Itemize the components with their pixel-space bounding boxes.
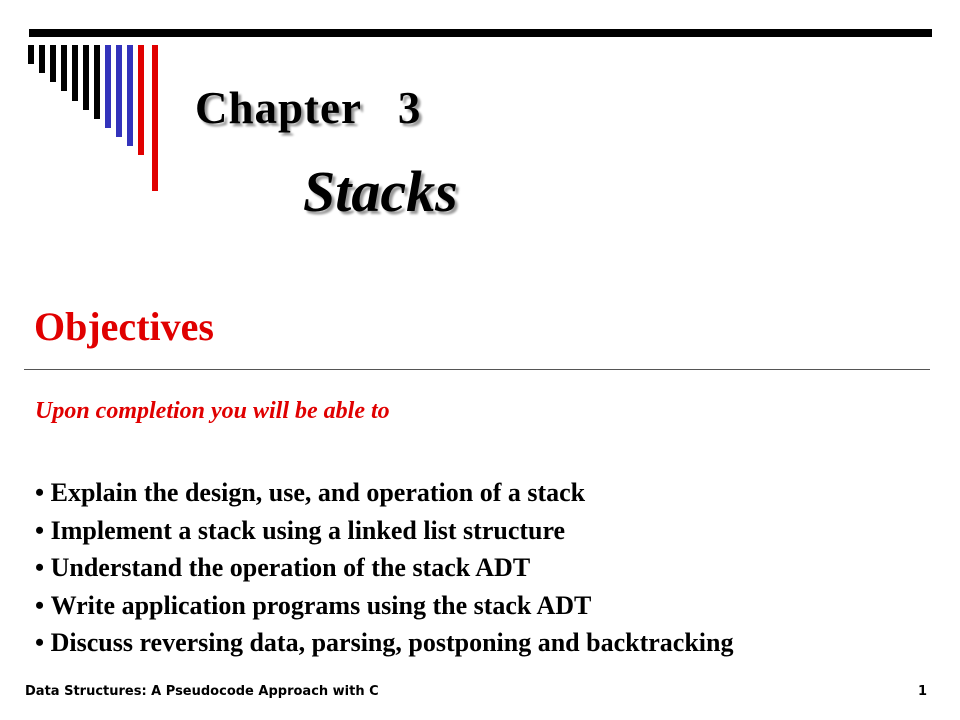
footer-book-title: Data Structures: A Pseudocode Approach with C <box>25 684 379 699</box>
top-border-bar <box>29 29 932 37</box>
section-heading: Objectives <box>34 304 214 349</box>
stripe-red-2 <box>152 45 158 191</box>
page-number: 1 <box>918 684 928 699</box>
chapter-title: Chapter 3 <box>195 83 422 133</box>
objective-item: • Implement a stack using a linked list structure <box>35 512 733 550</box>
stripe-blue-3 <box>127 45 133 146</box>
stripe-red-1 <box>138 45 144 155</box>
stripe-black-3 <box>50 45 56 82</box>
stripe-blue-1 <box>105 45 111 128</box>
divider-rule <box>24 369 930 370</box>
stripe-black-1 <box>28 45 34 64</box>
objectives-list <box>35 474 733 662</box>
stripe-blue-2 <box>116 45 122 137</box>
objective-item: • Explain the design, use, and operation of a stack <box>35 474 733 512</box>
stripe-black-2 <box>39 45 45 73</box>
objective-item: • Understand the operation of the stack ADT <box>35 549 733 587</box>
stripe-black-5 <box>72 45 78 101</box>
stripe-black-7 <box>94 45 100 119</box>
stripe-black-6 <box>83 45 89 110</box>
intro-text: Upon completion you will be able to <box>35 398 390 424</box>
subject-title: Stacks <box>303 159 458 224</box>
objective-item: • Write application programs using the stack ADT <box>35 587 733 625</box>
objective-item: • Discuss reversing data, parsing, postponing and backtracking <box>35 624 733 662</box>
stripe-black-4 <box>61 45 67 91</box>
